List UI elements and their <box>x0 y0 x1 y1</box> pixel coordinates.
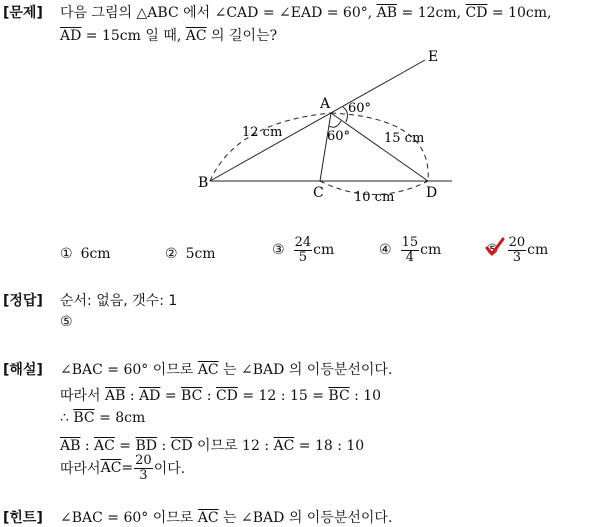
explanation-text: 이다. <box>153 461 186 478</box>
explanation-line-4 <box>60 435 364 455</box>
explanation-text: = 12 : 15 = <box>237 388 329 404</box>
explanation-line-3 <box>60 410 145 426</box>
explanation-text: : <box>202 388 216 404</box>
segment-cd: $\overline{CD}$ <box>170 438 193 454</box>
hint-text: 는 ∠BAD 의 이등분선이다. <box>218 510 393 526</box>
hint-text: ∠BAC = 60° 이므로 <box>60 510 198 526</box>
option-2[interactable] <box>165 246 216 262</box>
label-a: A <box>320 96 331 112</box>
length-label-cd: 10 cm <box>354 190 395 205</box>
explanation-text: 따라서 <box>60 461 101 478</box>
option-3[interactable] <box>272 236 334 264</box>
explanation-line-1 <box>60 359 392 379</box>
explanation-line-2 <box>60 385 381 405</box>
explanation-text: : <box>80 438 95 454</box>
explanation-text: = <box>114 438 136 454</box>
explanation-text: : <box>157 438 171 454</box>
answer-line-1: 순서: 없음, 갯수: 1 <box>60 293 178 309</box>
problem-text: 다음 그림의 △ABC 에서 ∠CAD = ∠EAD = 60°, <box>60 5 377 21</box>
option-unit: cm <box>313 242 335 259</box>
explanation-text: = 8cm <box>94 410 146 426</box>
segment-ad: $\overline{AD}$ <box>60 28 82 44</box>
option-text: 6cm <box>80 246 111 262</box>
segment-ac: $\overline{AC}$ <box>197 510 219 526</box>
option-number: ③ <box>272 242 285 259</box>
explanation-line-5 <box>60 454 185 482</box>
explanation-text: 따라서 <box>60 388 106 404</box>
segment-ab: $\overline{AB}$ <box>105 388 126 404</box>
segment-bc: $\overline{BC}$ <box>328 388 350 404</box>
explanation-text: : <box>125 388 140 404</box>
hint-tag: [힌트] <box>3 510 43 526</box>
segment-ab: $\overline{AB}$ <box>60 438 81 454</box>
problem-text: = 10cm, <box>487 5 552 21</box>
line-ac <box>320 113 331 181</box>
fraction-denominator: 4 <box>405 249 414 265</box>
option-4[interactable] <box>379 236 441 264</box>
option-1[interactable] <box>60 246 111 262</box>
segment-bc: $\overline{BC}$ <box>73 410 95 426</box>
length-label-ad: 15 cm <box>384 131 425 146</box>
segment-ac: $\overline{AC}$ <box>94 438 115 454</box>
option-number: ② <box>165 246 178 262</box>
explanation-text: = <box>160 388 182 404</box>
segment-ac: $\overline{AC}$ <box>100 460 122 477</box>
problem-text: = 12cm, <box>397 5 466 21</box>
angle-arc-cad <box>329 121 341 127</box>
option-text: 5cm <box>185 246 216 262</box>
fraction-numerator: 24 <box>294 235 312 250</box>
length-label-ab: 12 cm <box>242 125 283 140</box>
answer-line-2: ⑤ <box>60 314 73 330</box>
label-c: C <box>313 185 324 201</box>
segment-bc: $\overline{BC}$ <box>181 388 203 404</box>
segment-ab: $\overline{AB}$ <box>376 5 398 21</box>
explanation-text: ∴ <box>60 410 74 426</box>
line-be <box>210 60 425 181</box>
angle-label-top: 60° <box>348 101 372 116</box>
explanation-text: 는 ∠BAD 의 이등분선이다. <box>218 362 393 378</box>
problem-text: = 15cm 일 때, <box>81 28 186 44</box>
explanation-text: = <box>121 460 134 477</box>
segment-ac: $\overline{AC}$ <box>185 28 207 44</box>
option-unit: cm <box>420 242 442 259</box>
segment-bd: $\overline{BD}$ <box>135 438 158 454</box>
fraction <box>134 454 153 482</box>
segment-cd: $\overline{CD}$ <box>215 388 238 404</box>
problem-text: 의 길이는? <box>206 28 278 44</box>
segment-ad: $\overline{AD}$ <box>139 388 161 404</box>
fraction-numerator: 15 <box>401 235 419 250</box>
problem-tag: [문제] <box>3 5 43 21</box>
label-e: E <box>428 49 439 65</box>
explanation-text: 이므로 12 : <box>192 438 274 454</box>
option-number: ① <box>60 246 73 262</box>
fraction-numerator: 20 <box>508 235 526 250</box>
option-number: ④ <box>379 242 392 259</box>
label-b: B <box>198 175 209 191</box>
answer-tag: [정답] <box>3 293 43 309</box>
line-ad <box>331 113 428 181</box>
checkmark-icon <box>484 236 506 258</box>
fraction-denominator: 3 <box>512 249 521 265</box>
explanation-text: : 10 <box>349 388 382 404</box>
segment-cd: $\overline{CD}$ <box>465 5 488 21</box>
explanation-text: ∠BAC = 60° 이므로 <box>60 362 198 378</box>
fraction-denominator: 3 <box>139 467 148 483</box>
option-number: ⑤ <box>486 242 499 259</box>
option-5[interactable] <box>486 236 548 264</box>
option-unit: cm <box>527 242 549 259</box>
explanation-tag: [해설] <box>3 362 43 378</box>
label-d: D <box>426 185 438 201</box>
hint-line-1 <box>60 507 392 527</box>
fraction-denominator: 5 <box>298 249 307 265</box>
angle-label-inner: 60° <box>327 129 351 144</box>
fraction-numerator: 20 <box>135 453 152 468</box>
explanation-text: = 18 : 10 <box>294 438 365 454</box>
option-number-wrap <box>486 242 499 258</box>
segment-ac: $\overline{AC}$ <box>273 438 295 454</box>
segment-ac: $\overline{AC}$ <box>197 362 219 378</box>
